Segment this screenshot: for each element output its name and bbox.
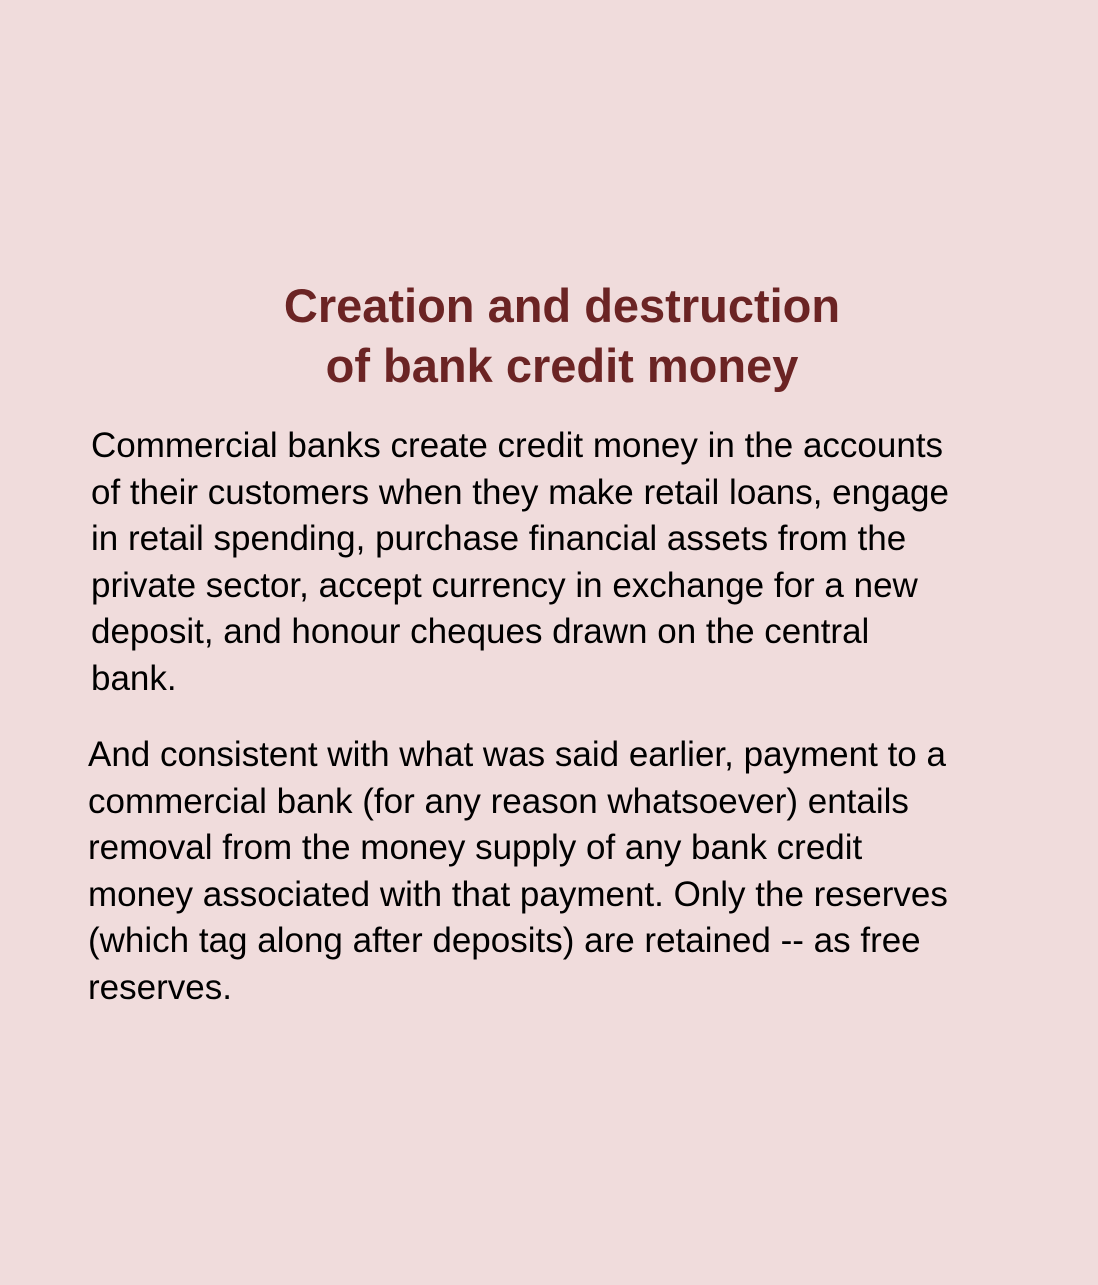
paragraph-line: bank. xyxy=(91,658,177,698)
paragraph-line: money associated with that payment. Only the reserves xyxy=(88,874,948,914)
paragraph-line: Commercial banks create credit money in the accounts xyxy=(91,426,944,465)
slide-title xyxy=(0,276,1098,396)
paragraph-line: commercial bank (for any reason whatsoever) entails xyxy=(88,781,909,821)
paragraph-line: private sector, accept currency in exchange for a new xyxy=(91,565,918,605)
paragraph-line: of their customers when they make retail loans, engage xyxy=(91,472,949,512)
paragraph-line: (which tag along after deposits) are retained -- as free xyxy=(88,921,921,960)
paragraph-credit-destruction xyxy=(88,732,1078,1011)
paragraph-credit-creation xyxy=(91,423,1081,702)
slide-title-line: Creation and destruction xyxy=(283,279,841,332)
paragraph-line: removal from the money supply of any bank credit xyxy=(88,828,863,867)
slide-title-line: of bank credit money xyxy=(325,339,799,392)
paragraph-line: And consistent with what was said earlier, payment to a xyxy=(88,735,946,774)
paragraph-line: in retail spending, purchase financial assets from the xyxy=(91,519,907,558)
paragraph-line: deposit, and honour cheques drawn on the central xyxy=(91,612,870,651)
paragraph-line: reserves. xyxy=(88,967,232,1007)
